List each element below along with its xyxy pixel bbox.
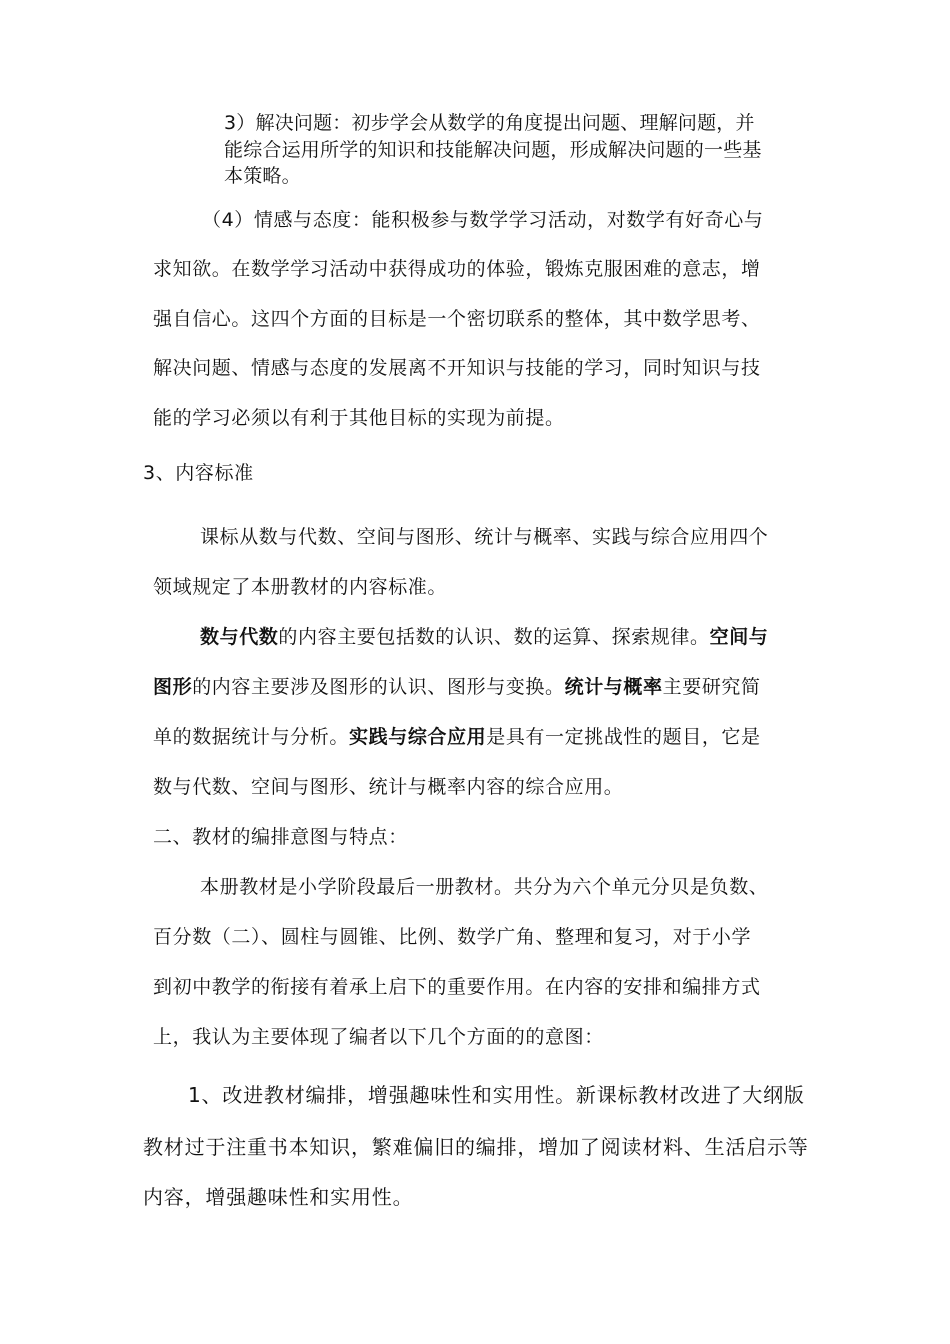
bold-term: 统计与概率 (564, 676, 663, 698)
text-line: 内容，增强趣味性和实用性。 (143, 1185, 414, 1209)
text-run: 的内容主要包括数的认识、数的运算、探索规律。 (278, 626, 710, 648)
text-line: 能综合运用所学的知识和技能解决问题，形成解决问题的一些基 (224, 139, 762, 161)
bold-term: 图形 (153, 676, 193, 698)
text-line (153, 724, 761, 750)
section-heading: 3、内容标准 (143, 462, 254, 484)
text-run: 的内容主要涉及图形的认识、图形与变换。 (192, 676, 565, 698)
bold-term: 空间与 (709, 626, 769, 648)
text-line: 本册教材是小学阶段最后一册教材。共分为六个单元分贝是负数、 (200, 876, 769, 898)
text-line: 1、改进教材编排，增强趣味性和实用性。新课标教材改进了大纲版 (188, 1083, 805, 1107)
text-line: 3）解决问题：初步学会从数学的角度提出问题、理解问题，并 (224, 112, 755, 134)
section-heading: 二、教材的编排意图与特点： (153, 826, 408, 848)
text-line: 本策略。 (224, 165, 301, 187)
text-line: （4）情感与态度：能积极参与数学学习活动，对数学有好奇心与 (202, 209, 764, 231)
text-line: 百分数（二）、圆柱与圆锥、比例、数学广角、整理和复习，对于小学 (153, 926, 752, 948)
text-line (153, 674, 761, 700)
bold-term: 数与代数 (200, 626, 279, 648)
text-line (200, 624, 768, 650)
text-line: 到初中教学的衔接有着承上启下的重要作用。在内容的安排和编排方式 (153, 976, 761, 998)
text-line: 数与代数、空间与图形、统计与概率内容的综合应用。 (153, 776, 624, 798)
text-line: 教材过于注重书本知识，繁难偏旧的编排，增加了阅读材料、生活启示等 (143, 1135, 809, 1159)
text-line: 上，我认为主要体现了编者以下几个方面的的意图： (153, 1026, 604, 1048)
bold-term: 实践与综合应用 (349, 726, 487, 748)
text-run: 是具有一定挑战性的题目，它是 (486, 726, 761, 748)
text-line: 解决问题、情感与态度的发展离不开知识与技能的学习，同时知识与技 (153, 357, 761, 379)
text-line: 课标从数与代数、空间与图形、统计与概率、实践与综合应用四个 (200, 526, 769, 548)
text-line: 强自信心。这四个方面的目标是一个密切联系的整体，其中数学思考、 (153, 308, 761, 330)
text-line: 能的学习必须以有利于其他目标的实现为前提。 (153, 407, 565, 429)
text-run: 单的数据统计与分析。 (153, 726, 350, 748)
text-line: 求知欲。在数学学习活动中获得成功的体验，锻炼克服困难的意志，增 (153, 258, 761, 280)
text-line: 领域规定了本册教材的内容标准。 (153, 576, 448, 598)
text-run: 主要研究简 (662, 676, 761, 698)
